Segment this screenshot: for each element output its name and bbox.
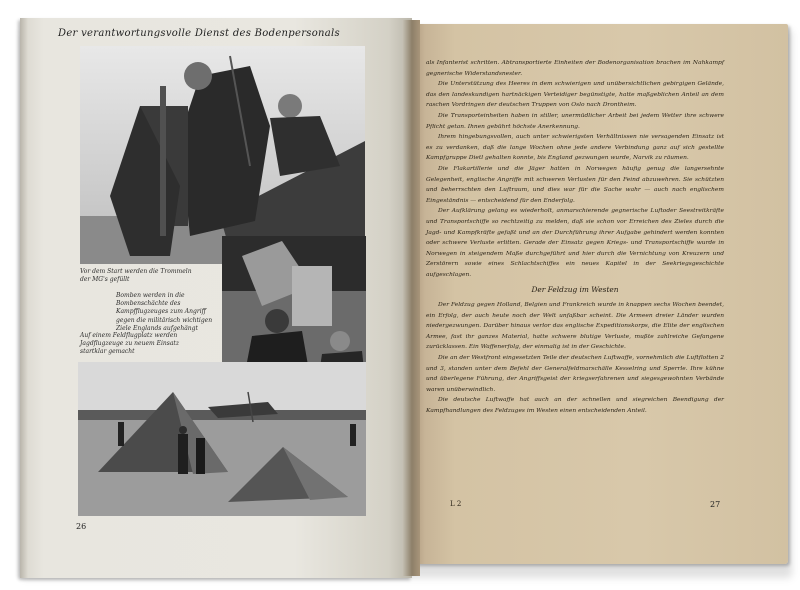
paragraph: als Infanterist schritten. Abtransportierte Einheiten der Bodenorganisation brachen im Nahkampf gegnerische Widerstandsnester. bbox=[426, 60, 724, 77]
caption-ammunition: Vor dem Start werden die Trommeln der MG's gefüllt bbox=[80, 268, 192, 284]
photo-ammunition-loading bbox=[80, 46, 365, 264]
text-column bbox=[426, 58, 724, 417]
caption-airfield: Auf einem Feldflugplatz werden Jagdflugzeuge zu neuem Einsatz startklar gemacht bbox=[80, 332, 179, 356]
page-number-left: 26 bbox=[76, 522, 87, 531]
photo-field-airfield bbox=[78, 362, 366, 516]
signature-mark: L 2 bbox=[450, 500, 462, 508]
paragraph: Die Flakartillerie und die Jäger hatten in Norwegen häufig genug die langersehnte Gelegenheit, englische Angriffe mit schweren Verlusten für den Feind abzuwehren. Sie schützten und beherrschten den Luftraum, und dies war für die Sache wahr — auch nach englischem Eingeständnis — entscheidend für den Enderfolg. bbox=[426, 165, 724, 204]
book-gutter bbox=[402, 20, 420, 576]
paragraph: Ihrem hingebungsvollen, auch unter schwierigsten Verhältnissen nie versagenden Einsatz ist es zu verdanken, daß die lange Wochen ohne jede andere Verbindung ganz auf sich gestellte Kampfgruppe Dietl gehalten konnte, bis England gezwungen wurde, Narvik zu räumen. bbox=[426, 134, 724, 162]
paragraph: Die deutsche Luftwaffe hat auch an der schnellen und siegreichen Beendigung der Kampfhandlungen des Feldzuges im Westen einen entscheidenden Anteil. bbox=[426, 397, 724, 414]
paragraph: Die an der Westfront eingesetzten Teile der deutschen Luftwaffe, vornehmlich die Luftflotten 2 und 3, standen unter dem Befehl der Generalfeldmarschälle Kesselring und Sperrle. Ihre kühne und überlegene Führung, der Angriffsgeist der kriegserfahrenen und siegesgewohnten Verbände waren unüberwindlich. bbox=[426, 355, 724, 393]
paragraph: Die Transporteinheiten haben in stiller, unermüdlicher Arbeit bei jedem Wetter ihre schwere Pflicht getan. Ihnen gebührt höchste Anerkennung. bbox=[426, 112, 724, 130]
paragraph: Der Aufklärung gelang es wiederholt, anmarschierende gegnerische Luftoder Seestreitkräfte und Transportschiffe so rechtzeitig zu melden, daß sie schon vor Erreichen des Zieles durch die Jagd- und Kampfkräfte gefaßt und an der Durchführung ihrer Aufgabe gehindert werden konnten oder schwere Verluste erlitten. Gerade der Einsatz gegen Kriegs- und Transportschiffe wurde in Norwegen in steigendem Maße durchgeführt und hier durch die Vernichtung von Kreuzern und Zerstörern sowie eines Schlachtschiffes ein neues Kapitel in der Seekriegsgeschichte aufgeschlagen. bbox=[426, 208, 724, 278]
page-number-right: 27 bbox=[710, 500, 721, 509]
paragraph: Die Unterstützung des Heeres in dem schwierigen und unübersichtlichen gebirgigen Gelände, das den landeskundigen hartnäckigen Verteidiger begünstigte, hatte maßgeblichen Anteil an dem raschen Vordringen der deutschen Truppen von Oslo nach Drontheim. bbox=[426, 81, 724, 109]
paragraph: Der Feldzug gegen Holland, Belgien und Frankreich wurde in knappen sechs Wochen beendet, ein Erfolg, der auch heute noch der Welt unfaßbar scheint. Die Armeen dreier Länder wurden niedergezwungen. Darüber hinaus verlor das englische Expeditionskorps, die Elite der englischen Armee, fast ihr ganzes Material, hatte schwere blutige Verluste, mußte zahlreiche Gefangene zurücklassen. Ein Waffenerfolg, der einmalig ist in der Geschichte. bbox=[426, 302, 724, 351]
caption-bombs: Bomben werden in die Bombenschächte des Kampfflugzeuges zum Angriff gegen die militärisch wichtigen Ziele Englands aufgehängt bbox=[116, 292, 213, 332]
page-header: Der verantwortungsvolle Dienst des Bodenpersonals bbox=[58, 28, 340, 39]
section-title: Der Feldzug im Westen bbox=[531, 285, 619, 295]
